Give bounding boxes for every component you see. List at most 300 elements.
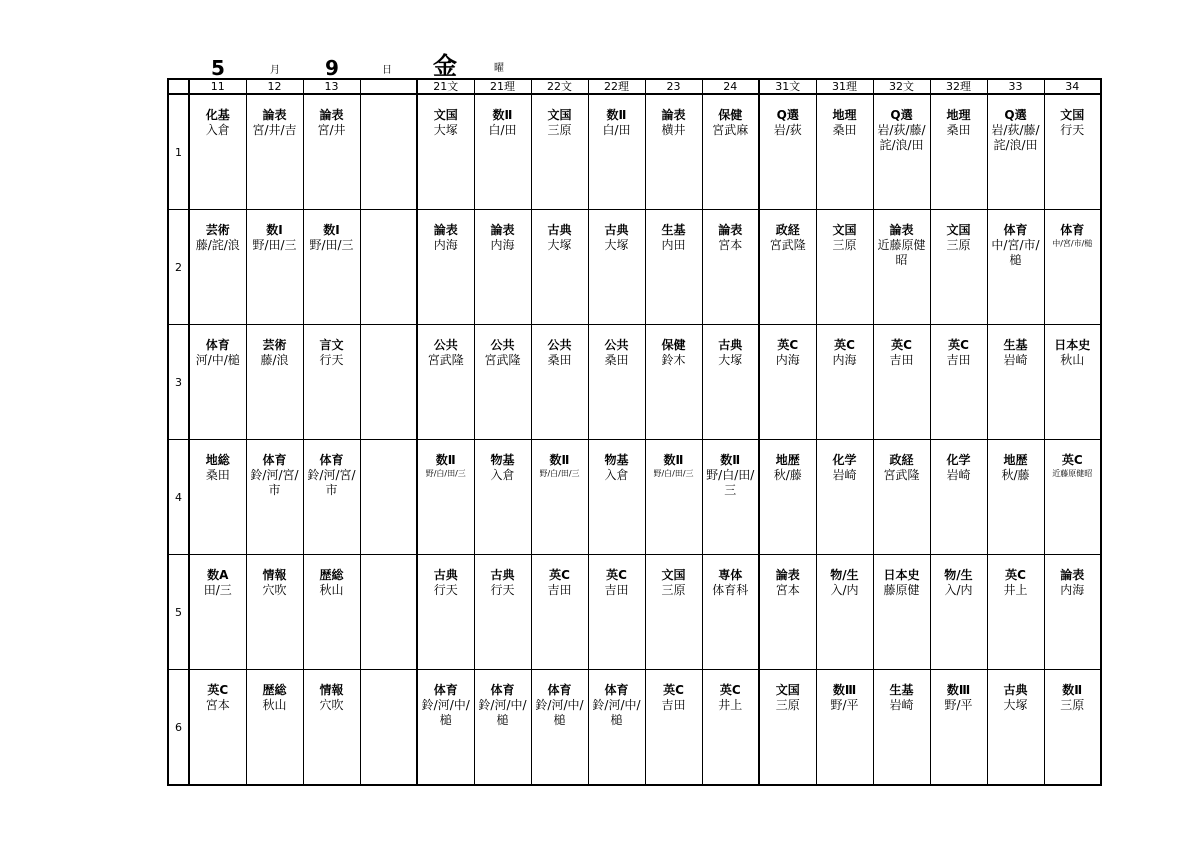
subject: 地理 <box>832 108 857 122</box>
class-header: 22文 <box>531 79 588 94</box>
period-row <box>168 325 1101 440</box>
teacher: 白/田 <box>602 123 631 137</box>
lesson-cell <box>759 440 816 555</box>
teacher: 河/中/槌 <box>195 353 240 367</box>
lesson-cell <box>987 325 1044 440</box>
lesson-cell <box>1044 670 1101 786</box>
subject: Q選 <box>1004 108 1027 122</box>
class-header: 31文 <box>759 79 816 94</box>
class-header <box>360 79 417 94</box>
subject: 公共 <box>604 338 629 352</box>
teacher: 鈴/河/中/槌 <box>421 698 470 727</box>
teacher: 中/宮/市/槌 <box>1052 239 1093 248</box>
lesson-cell <box>873 670 930 786</box>
lesson-cell <box>816 670 873 786</box>
lesson-cell <box>645 94 702 210</box>
lesson-cell <box>930 440 987 555</box>
teacher: 横井 <box>661 123 686 137</box>
lesson-cell <box>474 440 531 555</box>
teacher: 入/内 <box>944 583 973 597</box>
teacher: 鈴/河/中/槌 <box>478 698 527 727</box>
subject: 体育 <box>490 683 515 697</box>
lesson-cell <box>702 325 759 440</box>
timetable <box>167 78 1102 786</box>
teacher: 岩崎 <box>1003 353 1028 367</box>
lesson-cell <box>873 94 930 210</box>
lesson-cell <box>417 555 474 670</box>
lesson-cell <box>1044 440 1101 555</box>
subject: 古典 <box>490 568 515 582</box>
subject: 古典 <box>547 223 572 237</box>
lesson-cell <box>759 325 816 440</box>
subject: 古典 <box>718 338 743 352</box>
teacher: 井上 <box>1003 583 1028 597</box>
lesson-cell <box>303 555 360 670</box>
lesson-cell <box>474 670 531 786</box>
lesson-cell <box>759 555 816 670</box>
lesson-cell <box>873 555 930 670</box>
period-row <box>168 555 1101 670</box>
lesson-cell <box>702 94 759 210</box>
teacher: 内田 <box>661 238 686 252</box>
lesson-cell <box>360 94 417 210</box>
teacher: 三原 <box>1060 698 1085 712</box>
lesson-cell <box>987 94 1044 210</box>
teacher: 桑田 <box>604 353 629 367</box>
teacher: 鈴/河/中/槌 <box>592 698 641 727</box>
subject: 体育 <box>319 453 344 467</box>
subject: 日本史 <box>883 568 920 582</box>
lesson-cell <box>303 210 360 325</box>
period-number: 2 <box>168 210 189 325</box>
subject: 文国 <box>946 223 971 237</box>
teacher: 内海 <box>775 353 800 367</box>
subject: 英C <box>948 338 969 352</box>
teacher: 入倉 <box>205 123 230 137</box>
day-label: 日 <box>382 65 392 76</box>
teacher: 大塚 <box>604 238 629 252</box>
lesson-cell <box>873 325 930 440</box>
teacher: 野/白/田/三 <box>425 469 466 478</box>
subject: 日本史 <box>1054 338 1091 352</box>
teacher: 宮武隆 <box>484 353 521 367</box>
subject: 化学 <box>832 453 857 467</box>
subject: 論表 <box>775 568 800 582</box>
lesson-cell <box>873 210 930 325</box>
lesson-cell <box>816 440 873 555</box>
lesson-cell <box>987 210 1044 325</box>
subject: 体育 <box>205 338 230 352</box>
lesson-cell <box>531 555 588 670</box>
teacher: 行天 <box>319 353 344 367</box>
lesson-cell <box>474 94 531 210</box>
teacher: 宮/井 <box>317 123 346 137</box>
teacher: 秋山 <box>319 583 344 597</box>
subject: 数Ⅲ <box>832 683 857 697</box>
lesson-cell <box>645 440 702 555</box>
subject: 数Ⅱ <box>606 108 627 122</box>
subject: 物基 <box>490 453 515 467</box>
teacher: 宮武隆 <box>883 468 920 482</box>
teacher: 穴吹 <box>319 698 344 712</box>
teacher: 宮本 <box>205 698 230 712</box>
teacher: 三原 <box>547 123 572 137</box>
lesson-cell <box>816 94 873 210</box>
subject: 英C <box>891 338 912 352</box>
month-number: 5 <box>211 56 225 80</box>
subject: 英C <box>549 568 570 582</box>
lesson-cell <box>816 555 873 670</box>
class-header: 22理 <box>588 79 645 94</box>
lesson-cell <box>930 325 987 440</box>
subject: 英C <box>777 338 799 352</box>
teacher: 秋/藤 <box>773 468 802 482</box>
subject: 論表 <box>319 108 344 122</box>
subject: 数Ⅱ <box>435 453 456 467</box>
lesson-cell <box>588 325 645 440</box>
subject: 政経 <box>775 223 800 237</box>
lesson-cell <box>930 210 987 325</box>
teacher: 野/白/田/三 <box>706 468 755 497</box>
lesson-cell <box>417 210 474 325</box>
class-header-row <box>168 79 1101 94</box>
subject: 英C <box>834 338 855 352</box>
period-row <box>168 94 1101 210</box>
teacher: 鈴木 <box>661 353 686 367</box>
subject: 古典 <box>604 223 629 237</box>
lesson-cell <box>930 94 987 210</box>
subject: 古典 <box>1003 683 1028 697</box>
lesson-cell <box>588 670 645 786</box>
class-header: 21理 <box>474 79 531 94</box>
lesson-cell <box>702 670 759 786</box>
teacher: 三原 <box>946 238 971 252</box>
weekday-label: 曜 <box>494 63 504 74</box>
lesson-cell <box>417 670 474 786</box>
class-header: 32文 <box>873 79 930 94</box>
subject: 数A <box>207 568 229 582</box>
lesson-cell <box>246 210 303 325</box>
lesson-cell <box>360 555 417 670</box>
subject: 数Ⅰ <box>323 223 340 237</box>
subject: 公共 <box>433 338 458 352</box>
teacher: 行天 <box>1060 123 1085 137</box>
lesson-cell <box>303 440 360 555</box>
lesson-cell <box>189 94 246 210</box>
lesson-cell <box>930 555 987 670</box>
teacher: 野/田/三 <box>309 238 354 252</box>
teacher: 野/平 <box>944 698 973 712</box>
lesson-cell <box>816 325 873 440</box>
lesson-cell <box>360 325 417 440</box>
teacher: 宮武隆 <box>427 353 464 367</box>
lesson-cell <box>702 440 759 555</box>
subject: 英C <box>1005 568 1026 582</box>
subject: 生基 <box>1003 338 1028 352</box>
subject: 論表 <box>661 108 686 122</box>
period-row <box>168 440 1101 555</box>
teacher: 桑田 <box>946 123 971 137</box>
subject: 数Ⅱ <box>663 453 684 467</box>
lesson-cell <box>759 670 816 786</box>
subject: 歴総 <box>262 683 287 697</box>
lesson-cell <box>303 670 360 786</box>
teacher: 秋/藤 <box>1001 468 1030 482</box>
teacher: 大塚 <box>718 353 743 367</box>
teacher: 入倉 <box>490 468 515 482</box>
class-header: 32理 <box>930 79 987 94</box>
lesson-cell <box>702 555 759 670</box>
teacher: 鈴/河/宮/市 <box>307 468 356 497</box>
subject: 英C <box>1061 453 1083 467</box>
subject: 生基 <box>889 683 914 697</box>
subject: 体育 <box>604 683 629 697</box>
lesson-cell <box>645 555 702 670</box>
subject: 生基 <box>661 223 686 237</box>
lesson-cell <box>474 210 531 325</box>
lesson-cell <box>303 94 360 210</box>
class-header: 11 <box>189 79 246 94</box>
subject: Q選 <box>776 108 799 122</box>
teacher: 藤/浪 <box>260 353 289 367</box>
class-header: 12 <box>246 79 303 94</box>
subject: 文国 <box>832 223 857 237</box>
lesson-cell <box>189 555 246 670</box>
weekday: 金 <box>433 52 457 80</box>
subject: 英C <box>606 568 627 582</box>
period-number: 1 <box>168 94 189 210</box>
lesson-cell <box>474 555 531 670</box>
period-number: 3 <box>168 325 189 440</box>
lesson-cell <box>303 325 360 440</box>
class-header: 21文 <box>417 79 474 94</box>
corner-cell <box>168 79 189 94</box>
subject: 保健 <box>661 338 686 352</box>
teacher: 宮武隆 <box>769 238 806 252</box>
subject: 論表 <box>718 223 743 237</box>
subject: 公共 <box>490 338 515 352</box>
class-header: 23 <box>645 79 702 94</box>
subject: 数Ⅱ <box>720 453 741 467</box>
teacher: 大塚 <box>547 238 572 252</box>
lesson-cell <box>930 670 987 786</box>
teacher: 野/白/田/三 <box>539 469 580 478</box>
teacher: 秋山 <box>1060 353 1085 367</box>
class-header: 31理 <box>816 79 873 94</box>
lesson-cell <box>1044 325 1101 440</box>
subject: 政経 <box>889 453 914 467</box>
teacher: 大塚 <box>433 123 458 137</box>
teacher: 鈴/河/中/槌 <box>535 698 584 727</box>
teacher: 内海 <box>832 353 857 367</box>
lesson-cell <box>531 670 588 786</box>
teacher: 内海 <box>433 238 458 252</box>
teacher: 入倉 <box>604 468 629 482</box>
lesson-cell <box>987 555 1044 670</box>
lesson-cell <box>1044 94 1101 210</box>
subject: Q選 <box>890 108 913 122</box>
subject: 物基 <box>604 453 629 467</box>
teacher: 宮本 <box>718 238 743 252</box>
teacher: 田/三 <box>203 583 232 597</box>
lesson-cell <box>702 210 759 325</box>
teacher: 近藤原健昭 <box>877 238 926 267</box>
lesson-cell <box>531 94 588 210</box>
teacher: 行天 <box>433 583 458 597</box>
teacher: 内海 <box>490 238 515 252</box>
teacher: 大塚 <box>1003 698 1028 712</box>
subject: 古典 <box>433 568 458 582</box>
lesson-cell <box>360 210 417 325</box>
subject: 体育 <box>547 683 572 697</box>
month-label: 月 <box>270 65 280 76</box>
lesson-cell <box>987 440 1044 555</box>
teacher: 宮/井/吉 <box>252 123 297 137</box>
lesson-cell <box>189 440 246 555</box>
subject: 文国 <box>661 568 686 582</box>
teacher: 穴吹 <box>262 583 287 597</box>
subject: 芸術 <box>205 223 230 237</box>
subject: 文国 <box>1060 108 1085 122</box>
teacher: 藤原健 <box>883 583 920 597</box>
subject: 体育 <box>262 453 287 467</box>
lesson-cell <box>246 555 303 670</box>
lesson-cell <box>588 440 645 555</box>
subject: 文国 <box>547 108 572 122</box>
lesson-cell <box>360 440 417 555</box>
subject: 保健 <box>718 108 743 122</box>
subject: 情報 <box>262 568 287 582</box>
subject: 文国 <box>775 683 800 697</box>
teacher: 行天 <box>490 583 515 597</box>
subject: 地総 <box>205 453 230 467</box>
teacher: 中/宮/市/槌 <box>991 238 1040 267</box>
lesson-cell <box>360 670 417 786</box>
teacher: 岩/荻/藤/詫/浪/田 <box>877 123 926 152</box>
subject: 英C <box>719 683 741 697</box>
subject: 地歴 <box>775 453 800 467</box>
subject: 文国 <box>433 108 458 122</box>
teacher: 三原 <box>775 698 800 712</box>
teacher: 岩崎 <box>832 468 857 482</box>
subject: 地歴 <box>1003 453 1028 467</box>
subject: 専体 <box>718 568 743 582</box>
teacher: 吉田 <box>661 698 686 712</box>
subject: 論表 <box>1060 568 1085 582</box>
teacher: 岩/荻/藤/詫/浪/田 <box>991 123 1040 152</box>
lesson-cell <box>189 325 246 440</box>
subject: 論表 <box>262 108 287 122</box>
teacher: 三原 <box>661 583 686 597</box>
teacher: 吉田 <box>604 583 629 597</box>
lesson-cell <box>531 325 588 440</box>
subject: 歴総 <box>319 568 344 582</box>
lesson-cell <box>474 325 531 440</box>
lesson-cell <box>645 670 702 786</box>
subject: 英C <box>207 683 229 697</box>
lesson-cell <box>246 325 303 440</box>
lesson-cell <box>816 210 873 325</box>
subject: 公共 <box>547 338 572 352</box>
lesson-cell <box>189 210 246 325</box>
day-number: 9 <box>325 56 339 80</box>
subject: 数Ⅱ <box>549 453 570 467</box>
teacher: 吉田 <box>547 583 572 597</box>
lesson-cell <box>246 670 303 786</box>
lesson-cell <box>417 94 474 210</box>
teacher: 岩崎 <box>946 468 971 482</box>
lesson-cell <box>246 440 303 555</box>
class-header: 24 <box>702 79 759 94</box>
subject: 化学 <box>946 453 971 467</box>
teacher: 宮本 <box>775 583 800 597</box>
subject: 地理 <box>946 108 971 122</box>
teacher: 桑田 <box>547 353 572 367</box>
class-header: 34 <box>1044 79 1101 94</box>
subject: 物/生 <box>944 568 973 582</box>
subject: 体育 <box>1060 223 1085 237</box>
teacher: 鈴/河/宮/市 <box>250 468 299 497</box>
lesson-cell <box>588 555 645 670</box>
lesson-cell <box>645 325 702 440</box>
subject: 体育 <box>433 683 458 697</box>
teacher: 野/平 <box>830 698 859 712</box>
subject: 芸術 <box>262 338 287 352</box>
lesson-cell <box>531 440 588 555</box>
teacher: 野/田/三 <box>252 238 297 252</box>
lesson-cell <box>531 210 588 325</box>
subject: 物/生 <box>830 568 859 582</box>
subject: 言文 <box>319 338 344 352</box>
subject: 論表 <box>889 223 914 237</box>
subject: 英C <box>663 683 684 697</box>
lesson-cell <box>759 94 816 210</box>
period-number: 5 <box>168 555 189 670</box>
subject: 数Ⅰ <box>266 223 283 237</box>
lesson-cell <box>759 210 816 325</box>
lesson-cell <box>588 94 645 210</box>
subject: 化基 <box>205 108 230 122</box>
teacher: 吉田 <box>946 353 971 367</box>
lesson-cell <box>246 94 303 210</box>
teacher: 藤/詫/浪 <box>195 238 240 252</box>
period-row <box>168 210 1101 325</box>
subject: 数Ⅱ <box>1062 683 1083 697</box>
subject: 論表 <box>433 223 458 237</box>
subject: 体育 <box>1003 223 1028 237</box>
teacher: 宮武麻 <box>712 123 749 137</box>
class-header: 33 <box>987 79 1044 94</box>
teacher: 岩/荻 <box>773 123 802 137</box>
teacher: 内海 <box>1060 583 1085 597</box>
teacher: 近藤原健昭 <box>1052 469 1093 478</box>
teacher: 白/田 <box>488 123 517 137</box>
subject: 論表 <box>490 223 515 237</box>
teacher: 岩崎 <box>889 698 914 712</box>
teacher: 桑田 <box>832 123 857 137</box>
teacher: 野/白/田/三 <box>653 469 694 478</box>
lesson-cell <box>1044 210 1101 325</box>
period-row <box>168 670 1101 786</box>
lesson-cell <box>645 210 702 325</box>
teacher: 吉田 <box>889 353 914 367</box>
teacher: 三原 <box>832 238 857 252</box>
period-number: 4 <box>168 440 189 555</box>
teacher: 井上 <box>718 698 743 712</box>
teacher: 秋山 <box>262 698 287 712</box>
period-number: 6 <box>168 670 189 786</box>
lesson-cell <box>417 325 474 440</box>
